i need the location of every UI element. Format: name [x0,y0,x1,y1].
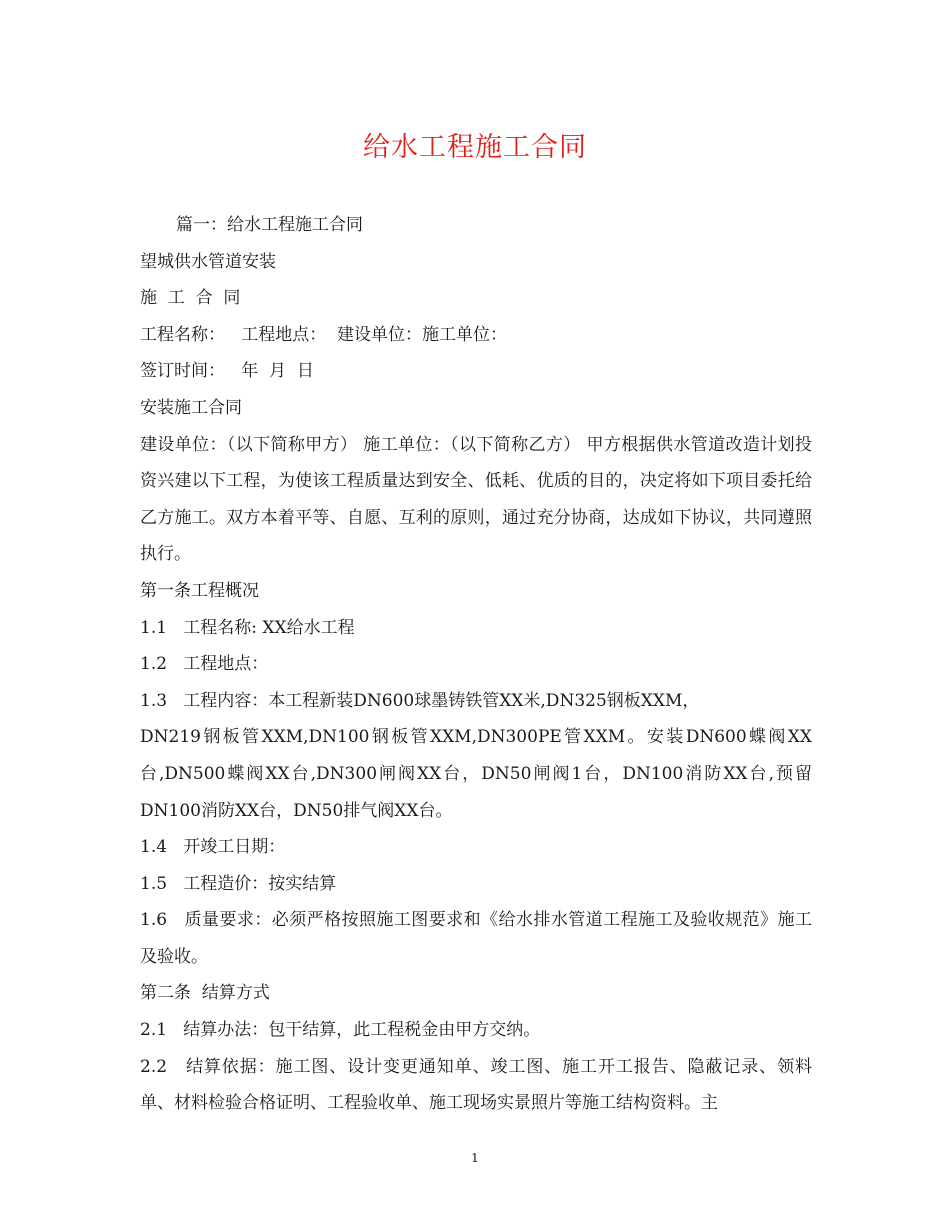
paragraph: DN219钢板管XXM,DN100钢板管XXM,DN300PE管XXM。安装DN600蝶阀XX台,DN500蝶阀XX台,DN300闸阀XX台，DN50闸阀1台，DN100消防XX台,预留DN100消防XX台，DN50排气阀XX台。 [140,727,812,821]
page-number: 1 [471,1151,479,1165]
paragraph: 签订时间： 年 月 日 [140,361,314,382]
document-body [140,207,812,1122]
clause-item: 1.4 开竣工日期： [140,837,286,858]
clause-item: 1.5 工程造价：按实结算 [140,873,337,894]
clause-heading: 第一条工程概况 [140,580,259,601]
section-heading: 篇一：给水工程施工合同 [176,215,363,235]
clause-item: 1.2 工程地点： [140,654,269,675]
clause-item: 1.6 质量要求：必须严格按照施工图要求和《给水排水管道工程施工及验收规范》施工及验收。 [140,910,812,967]
paragraph: 施 工 合 同 [140,288,241,309]
paragraph: 望城供水管道安装 [140,251,276,272]
clause-item: 2.2 结算依据：施工图、设计变更通知单、竣工图、施工开工报告、隐蔽记录、领料单、材料检验合格证明、工程验收单、施工现场实景照片等施工结构资料。主 [140,1056,812,1114]
clause-item: 1.1 工程名称: XX给水工程 [140,617,355,638]
clause-heading: 第二条 结算方式 [140,983,270,1004]
paragraph: 安装施工合同 [140,397,242,418]
clause-item: 2.1 结算办法：包干结算，此工程税金由甲方交纳。 [140,1020,541,1041]
paragraph: 建设单位：（以下简称甲方） 施工单位：（以下简称乙方） 甲方根据供水管道改造计划投资兴建以下工程，为使该工程质量达到安全、低耗、优质的目的，决定将如下项目委托给乙方施工。双方本着平等、自愿、互利的原则，通过充分协商，达成如下协议，共同遵照执行。 [140,434,812,565]
paragraph: 工程名称： 工程地点： 建设单位：施工单位： [140,324,508,345]
clause-item: 1.3 工程内容：本工程新装DN600球墨铸铁管XX米,DN325钢板XXM， [140,690,700,711]
document-title: 给水工程施工合同 [363,132,587,163]
